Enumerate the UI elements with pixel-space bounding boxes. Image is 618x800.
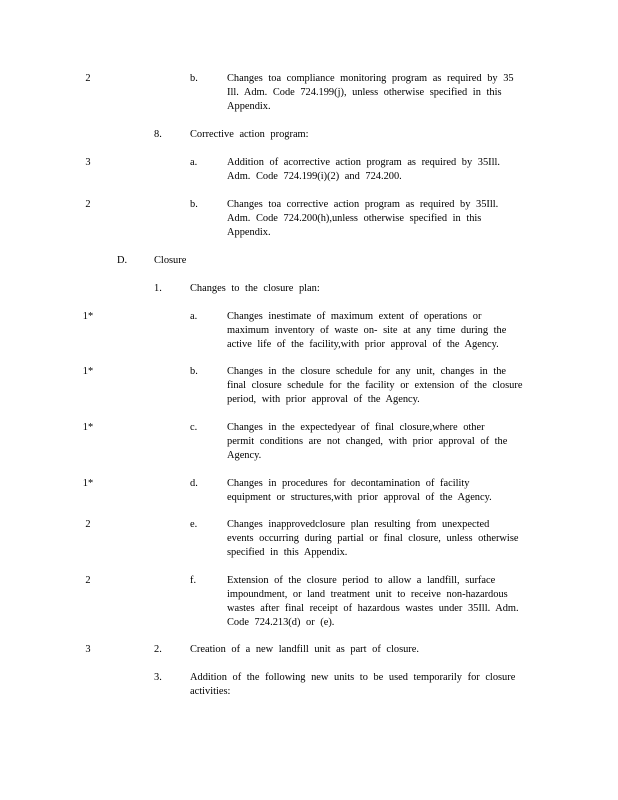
text-line: final closure schedule for the facility or extension of the closure <box>227 380 523 391</box>
item-text <box>227 156 527 184</box>
item-label: d. <box>190 478 198 489</box>
item-label: 2. <box>154 644 162 655</box>
text-line: Ill. Adm. Code 724.199(j), unless otherwise specified in this <box>227 87 502 98</box>
text-line: Appendix. <box>227 101 271 112</box>
text-line: active life of the facility,with prior approval of the Agency. <box>227 339 499 350</box>
text-line: Extension of the closure period to allow a landfill, surface <box>227 575 496 586</box>
class-code: 2 <box>85 73 91 84</box>
class-code: 1* <box>82 478 94 489</box>
text-line: Creation of a new landfill unit as part of closure. <box>190 644 419 655</box>
item-label: 1. <box>154 283 162 294</box>
class-code: 2 <box>85 575 91 586</box>
text-line: Changes inapprovedclosure plan resulting from unexpected <box>227 519 490 530</box>
text-line: Agency. <box>227 450 262 461</box>
text-line: Corrective action program: <box>190 129 309 140</box>
item-text <box>190 671 516 699</box>
section-title <box>154 254 454 268</box>
text-line: activities: <box>190 686 231 697</box>
item-label: b. <box>190 73 198 84</box>
item-text <box>227 310 527 352</box>
text-line: Adm. Code 724.199(i)(2) and 724.200. <box>227 171 402 182</box>
item-label: a. <box>190 157 198 168</box>
text-line: Changes toa compliance monitoring program as required by 35 <box>227 73 514 84</box>
item-label: b. <box>190 366 198 377</box>
text-line: Changes inestimate of maximum extent of operations or <box>227 311 482 322</box>
text-line: Changes in the expectedyear of final closure,where other <box>227 422 485 433</box>
item-text <box>227 574 527 630</box>
text-line: Code 724.213(d) or (e). <box>227 617 335 628</box>
text-line: Changes in procedures for decontamination of facility <box>227 478 470 489</box>
item-text <box>227 198 527 240</box>
item-text <box>227 421 527 463</box>
text-line: Appendix. <box>227 227 271 238</box>
item-text <box>227 477 527 505</box>
text-line: Closure <box>154 255 187 266</box>
text-line: events occurring during partial or final closure, unless otherwise <box>227 533 519 544</box>
text-line: wastes after final receipt of hazardous wastes under 35Ill. Adm. <box>227 603 519 614</box>
text-line: Addition of acorrective action program as required by 35Ill. <box>227 157 500 168</box>
text-line: maximum inventory of waste on- site at any time during the <box>227 325 507 336</box>
class-code: 1* <box>82 366 94 377</box>
item-text <box>227 72 527 114</box>
text-line: period, with prior approval of the Agency. <box>227 394 420 405</box>
text-line: impoundment, or land treatment unit to receive non-hazardous <box>227 589 508 600</box>
item-text <box>227 518 527 560</box>
text-line: specified in this Appendix. <box>227 547 348 558</box>
section-label: D. <box>117 255 128 266</box>
class-code: 1* <box>82 422 94 433</box>
item-label: e. <box>190 519 198 530</box>
text-line: equipment or structures,with prior approval of the Agency. <box>227 492 492 503</box>
item-label: a. <box>190 311 198 322</box>
text-line: Changes to the closure plan: <box>190 283 320 294</box>
item-label: 3. <box>154 672 162 683</box>
text-line: permit conditions are not changed, with prior approval of the <box>227 436 508 447</box>
text-line: Changes toa corrective action program as required by 35Ill. <box>227 199 499 210</box>
item-label: c. <box>190 422 198 433</box>
class-code: 3 <box>85 644 91 655</box>
text-line: Addition of the following new units to be used temporarily for closure <box>190 672 516 683</box>
class-code: 2 <box>85 199 91 210</box>
class-code: 3 <box>85 157 91 168</box>
class-code: 2 <box>85 519 91 530</box>
item-text <box>190 282 490 296</box>
text-line: Changes in the closure schedule for any unit, changes in the <box>227 366 507 377</box>
item-text <box>190 128 490 142</box>
item-label: 8. <box>154 129 162 140</box>
item-label: b. <box>190 199 198 210</box>
item-text <box>227 365 527 407</box>
item-label: f. <box>190 575 197 586</box>
item-text <box>190 643 490 657</box>
text-line: Adm. Code 724.200(h),unless otherwise specified in this <box>227 213 482 224</box>
class-code: 1* <box>82 311 94 322</box>
